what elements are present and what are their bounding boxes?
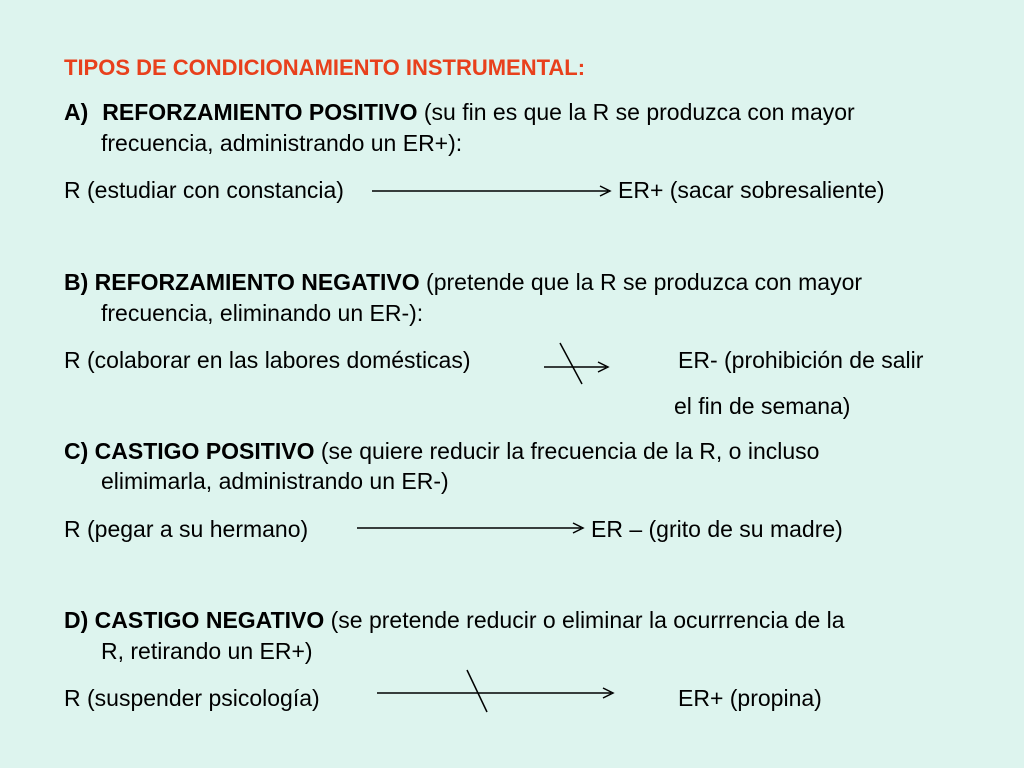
section-c-arrow-icon	[355, 518, 595, 538]
section-b-desc1: (pretende que la R se produzca con mayor	[419, 269, 863, 295]
section-b-desc2: frecuencia, eliminando un ER-):	[101, 300, 424, 326]
section-b-right2: el fin de semana)	[674, 393, 851, 419]
section-a-line1	[64, 98, 855, 126]
slide-title: TIPOS DE CONDICIONAMIENTO INSTRUMENTAL:	[64, 55, 586, 80]
section-a-heading: REFORZAMIENTO POSITIVO	[102, 99, 418, 125]
section-c-desc2: elimimarla, administrando un ER-)	[101, 468, 449, 494]
section-a-marker: A)	[64, 99, 89, 125]
section-d-left: R (suspender psicología)	[64, 685, 320, 711]
section-a-desc1: (su fin es que la R se produzca con mayor	[417, 99, 855, 125]
section-b-heading: B) REFORZAMIENTO NEGATIVO	[64, 269, 420, 295]
section-b-blocked-arrow-icon	[540, 340, 620, 390]
section-b-right1: ER- (prohibición de salir	[678, 347, 924, 373]
section-b-line1	[64, 268, 862, 296]
section-d-desc1: (se pretende reducir o eliminar la ocurrrencia de la	[324, 607, 845, 633]
section-d-heading: D) CASTIGO NEGATIVO	[64, 607, 325, 633]
section-a-desc2: frecuencia, administrando un ER+):	[101, 130, 463, 156]
section-a-right: ER+ (sacar sobresaliente)	[618, 177, 885, 203]
section-d-right: ER+ (propina)	[678, 685, 822, 711]
section-c-heading: C) CASTIGO POSITIVO	[64, 438, 315, 464]
section-c-right: ER – (grito de su madre)	[591, 516, 843, 542]
section-c-line1	[64, 437, 819, 465]
section-d-blocked-arrow-icon	[375, 668, 625, 718]
section-d-desc2: R, retirando un ER+)	[101, 638, 313, 664]
section-c-left: R (pegar a su hermano)	[64, 516, 309, 542]
section-a-left: R (estudiar con constancia)	[64, 177, 344, 203]
section-b-left: R (colaborar en las labores domésticas)	[64, 347, 471, 373]
section-d-line1	[64, 606, 845, 634]
section-c-desc1: (se quiere reducir la frecuencia de la R, o incluso	[314, 438, 820, 464]
section-a-arrow-icon	[370, 180, 620, 200]
